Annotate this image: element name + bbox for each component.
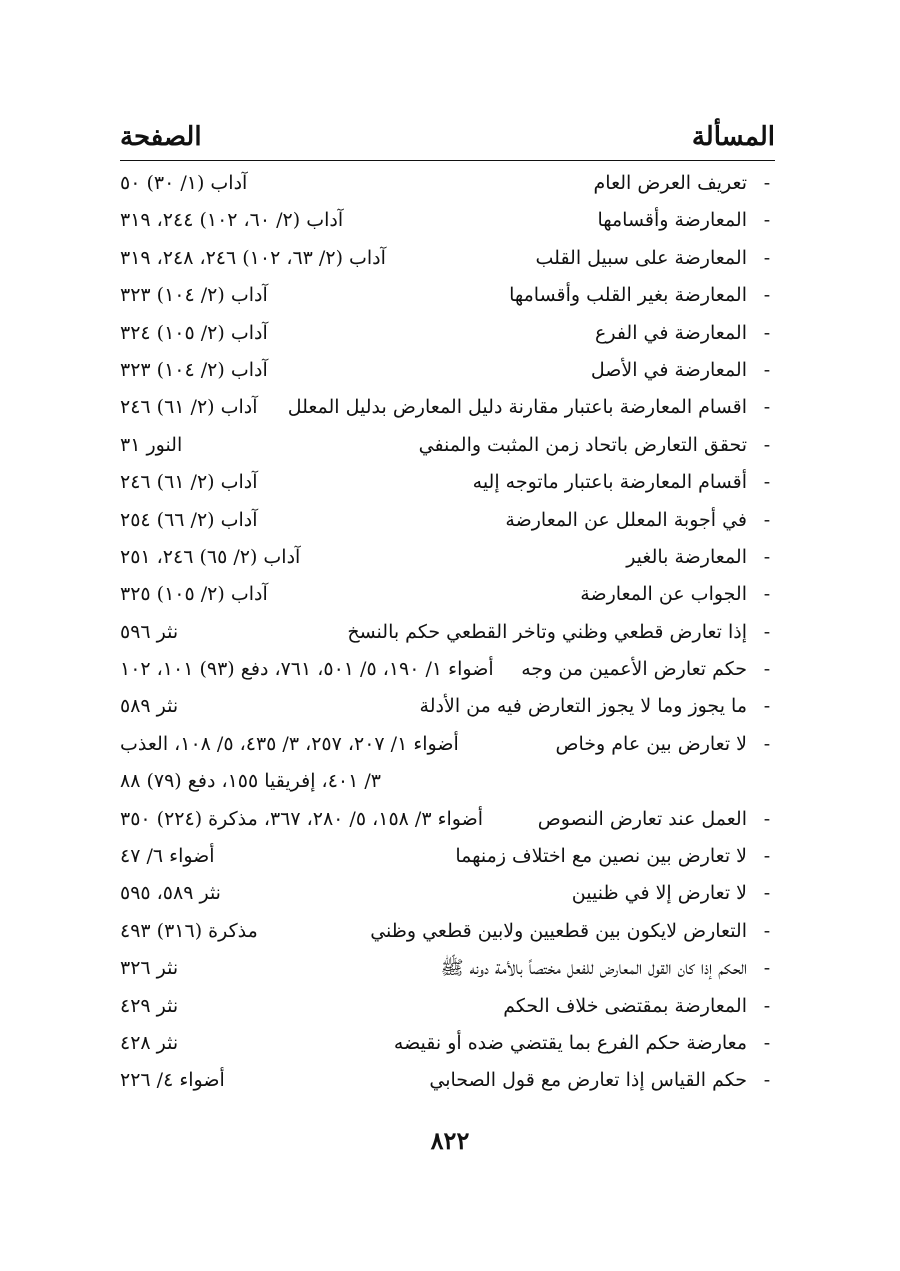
entry-reference: نثر ٣٢٦ (120, 957, 179, 980)
index-entry (120, 315, 775, 352)
entry-dash: - (763, 284, 771, 307)
index-entry (120, 651, 775, 688)
entry-title: التعارض لايكون بين قطعيين ولابين قطعي وظني (370, 919, 747, 942)
index-entry (120, 165, 775, 202)
entry-reference: آداب (١/ ٣٠) ٥٠ (120, 172, 248, 194)
entry-reference: آداب (٢/ ٦١) ٢٤٦ (120, 471, 258, 494)
entry-dash: - (763, 957, 771, 980)
entry-dash: - (763, 433, 771, 456)
entry-reference: مذكرة (٣١٦) ٤٩٣ (120, 919, 258, 942)
entry-reference: نثر ٤٢٨ (120, 1031, 179, 1054)
entry-dash: - (763, 545, 771, 568)
entry-reference: آداب (٢/ ٦٣، ١٠٢) ٢٤٦، ٢٤٨، ٣١٩ (120, 246, 386, 269)
entry-dash: - (763, 1031, 771, 1054)
index-entries (120, 165, 775, 1100)
entry-title: تعريف العرض العام (593, 172, 747, 194)
entry-reference: أضواء ٦/ ٤٧ (120, 845, 215, 868)
entry-dash: - (763, 508, 771, 531)
index-entry (120, 389, 775, 426)
table-header (120, 118, 775, 161)
entry-dash: - (763, 807, 771, 830)
issue-column-heading: المسألة (691, 122, 775, 152)
entry-dash: - (763, 620, 771, 643)
entry-title: حكم تعارض الأعمين من وجه (521, 658, 747, 681)
index-entry (120, 801, 775, 838)
entry-dash: - (763, 209, 771, 232)
entry-title: المعارضة بغير القلب وأقسامها (509, 284, 747, 307)
entry-title: حكم القياس إذا تعارض مع قول الصحابي (429, 1069, 747, 1092)
entry-dash: - (763, 882, 771, 905)
index-entry (120, 240, 775, 277)
entry-title: المعارضة في الأصل (590, 358, 747, 381)
entry-title: المعارضة في الفرع (595, 321, 747, 344)
entry-dash: - (763, 919, 771, 942)
entry-dash: - (763, 246, 771, 269)
entry-dash: - (763, 172, 771, 194)
entry-reference: آداب (٢/ ٦٠، ١٠٢) ٢٤٤، ٣١٩ (120, 209, 344, 232)
entry-reference: آداب (٢/ ٦٥) ٢٤٦، ٢٥١ (120, 545, 301, 568)
page-number: ٨٢٢ (430, 1126, 470, 1155)
entry-dash: - (763, 695, 771, 718)
entry-dash: - (763, 396, 771, 419)
index-entry (120, 614, 775, 651)
entry-title: ما يجوز وما لا يجوز التعارض فيه من الأدلة (419, 695, 747, 718)
index-entry (120, 502, 775, 539)
entry-dash: - (763, 583, 771, 606)
index-entry (120, 1025, 775, 1062)
entry-reference: نثر ٥٨٩، ٥٩٥ (120, 882, 221, 905)
entry-title: الجواب عن المعارضة (580, 583, 747, 606)
entry-title: العمل عند تعارض النصوص (537, 807, 747, 830)
entry-reference: أضواء ١/ ١٩٠، ٥/ ٥٠١، ٧٦١، دفع (٩٣) ١٠١، ١٠٢ (120, 658, 494, 681)
entry-dash: - (763, 471, 771, 494)
entry-reference: آداب (٢/ ١٠٤) ٣٢٣ (120, 284, 268, 307)
entry-title: لا تعارض إلا في ظنيين (571, 882, 747, 905)
entry-title: معارضة حكم الفرع بما يقتضي ضده أو نقيضه (393, 1031, 747, 1054)
entry-title: اقسام المعارضة باعتبار مقارنة دليل المعارض بدليل المعلل (287, 396, 747, 419)
index-entry (120, 539, 775, 576)
entry-title: الحكم إذا كان القول المعارض للفعل مختصاً بالأمة دونه ﷺ (440, 957, 747, 980)
index-entry (120, 688, 775, 725)
index-entry (120, 726, 775, 763)
index-entry (120, 1062, 775, 1099)
entry-dash: - (763, 732, 771, 755)
entry-reference: النور ٣١ (120, 433, 183, 456)
entry-title: المعارضة على سبيل القلب (535, 246, 747, 269)
index-entry (120, 202, 775, 239)
index-entry (120, 950, 775, 987)
entry-reference: أضواء ٤/ ٢٢٦ (120, 1069, 225, 1092)
entry-title: تحقق التعارض باتحاد زمن المثبت والمنفي (418, 433, 747, 456)
entry-title: لا تعارض بين نصين مع اختلاف زمنهما (455, 845, 747, 868)
entry-reference: ٣/ ٤٠١، إفريقيا ١٥٥، دفع (٧٩) ٨٨ (120, 770, 381, 793)
entry-title: المعارضة وأقسامها (597, 209, 747, 232)
entry-title: في أجوبة المعلل عن المعارضة (505, 508, 747, 531)
entry-dash: - (763, 321, 771, 344)
index-entry (120, 875, 775, 912)
index-entry (120, 464, 775, 501)
index-entry (120, 913, 775, 950)
entry-reference: آداب (٢/ ٦٦) ٢٥٤ (120, 508, 258, 531)
entry-reference: نثر ٥٩٦ (120, 620, 179, 643)
entry-reference: آداب (٢/ ١٠٤) ٣٢٣ (120, 358, 268, 381)
entry-reference: أضواء ٣/ ١٥٨، ٥/ ٢٨٠، ٣٦٧، مذكرة (٢٢٤) ٣٥٠ (120, 807, 484, 830)
entry-title: المعارضة بمقتضى خلاف الحكم (503, 994, 747, 1017)
index-entry (120, 427, 775, 464)
entry-dash: - (763, 658, 771, 681)
entry-reference: آداب (٢/ ١٠٥) ٣٢٥ (120, 583, 268, 606)
index-entry (120, 352, 775, 389)
index-page (120, 118, 775, 1100)
index-entry (120, 576, 775, 613)
entry-reference: نثر ٤٢٩ (120, 994, 179, 1017)
entry-title: لا تعارض بين عام وخاص (555, 732, 747, 755)
index-entry (120, 763, 775, 800)
entry-title: أقسام المعارضة باعتبار ماتوجه إليه (472, 471, 747, 494)
entry-reference: أضواء ١/ ٢٠٧، ٢٥٧، ٣/ ٤٣٥، ٥/ ١٠٨، العذب (120, 732, 459, 755)
entry-reference: نثر ٥٨٩ (120, 695, 179, 718)
entry-reference: آداب (٢/ ٦١) ٢٤٦ (120, 396, 258, 419)
page-column-heading: الصفحة (120, 122, 202, 152)
entry-title: المعارضة بالغير (626, 545, 747, 568)
entry-dash: - (763, 845, 771, 868)
entry-reference: آداب (٢/ ١٠٥) ٣٢٤ (120, 321, 268, 344)
index-entry (120, 277, 775, 314)
entry-dash: - (763, 1069, 771, 1092)
entry-dash: - (763, 994, 771, 1017)
entry-dash: - (763, 358, 771, 381)
entry-title: إذا تعارض قطعي وظني وتاخر القطعي حكم بالنسخ (347, 620, 747, 643)
index-entry (120, 838, 775, 875)
index-entry (120, 988, 775, 1025)
